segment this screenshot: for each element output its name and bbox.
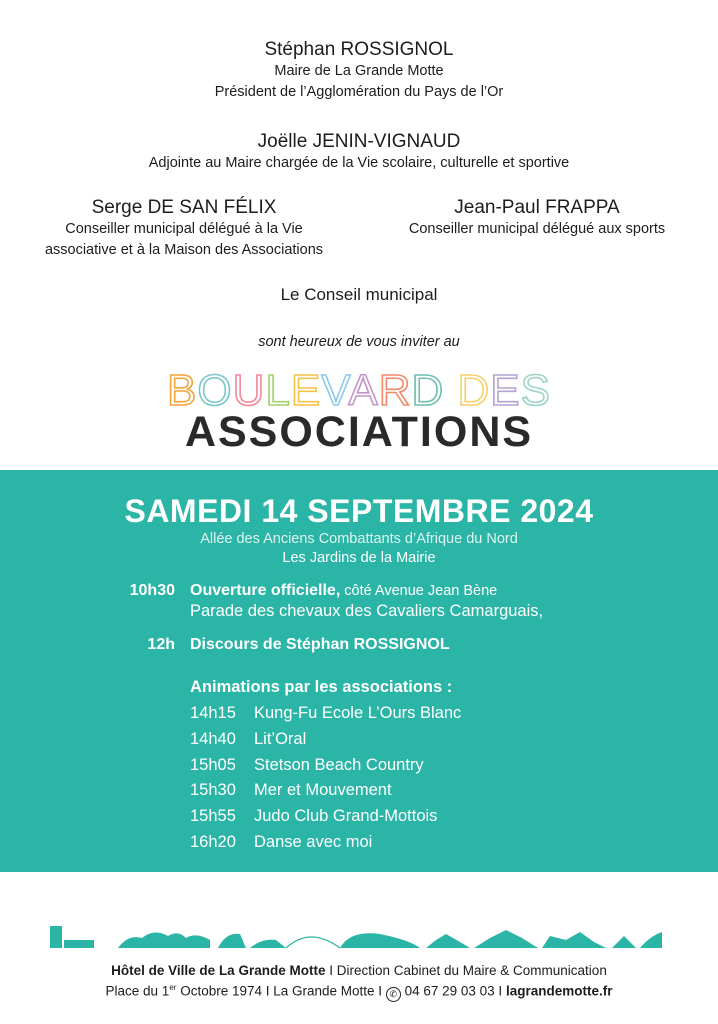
item-time: 15h05 — [190, 756, 236, 774]
event-logo — [0, 366, 718, 456]
logo-letter: A — [348, 366, 379, 415]
skyline-shape — [474, 930, 538, 948]
list-item — [190, 756, 424, 775]
mayor-name: Stéphan ROSSIGNOL — [264, 39, 454, 60]
logo-letter: E — [290, 366, 322, 415]
jp-name: Jean-Paul FRAPPA — [454, 197, 620, 218]
jp-role: Conseiller municipal délégué aux sports — [408, 221, 666, 237]
skyline-shape — [50, 926, 62, 948]
event-place-2: Les Jardins de la Mairie — [282, 550, 436, 566]
animations-title: Animations par les associations : — [190, 678, 453, 696]
event-band — [0, 470, 718, 872]
item-time: 14h40 — [190, 730, 236, 748]
phone-icon: ✆ — [386, 987, 401, 1002]
item-time: 14h15 — [190, 704, 236, 722]
item-label: Mer et Mouvement — [254, 781, 392, 799]
event-place-1: Allée des Anciens Combattants d’Afrique du Nord — [200, 531, 518, 547]
skyline-illustration — [50, 920, 666, 954]
skyline-shape — [542, 932, 606, 948]
item-label: Lit’Oral — [254, 730, 307, 748]
mayor-role-2: Président de l’Agglomération du Pays de l’Or — [214, 84, 504, 100]
logo-letter: B — [167, 366, 198, 415]
deputy-block — [0, 131, 718, 174]
desc-opening-rest: côté Avenue Jean Bène — [340, 583, 498, 599]
councillor-serge — [20, 197, 348, 261]
list-item — [190, 730, 306, 749]
skyline-shape — [218, 934, 246, 948]
footer-org: Hôtel de Ville de La Grande Motte — [111, 963, 326, 978]
item-time: 15h55 — [190, 807, 236, 825]
skyline-shape — [612, 936, 636, 948]
invite-text: sont heureux de vous inviter au — [258, 334, 460, 350]
logo-line-2: ASSOCIATIONS — [184, 408, 534, 456]
skyline-shape — [64, 940, 94, 948]
skyline-shape — [118, 932, 210, 948]
item-time: 16h20 — [190, 833, 236, 851]
desc-parade: Parade des chevaux des Cavaliers Camarguais, — [190, 602, 544, 620]
desc-opening-bold: Ouverture officielle, — [190, 582, 341, 599]
skyline-shape — [426, 934, 470, 948]
serge-role-2: associative et à la Maison des Associations — [44, 242, 324, 258]
logo-letter: S — [520, 366, 551, 415]
footer-address-sup: er — [169, 983, 177, 992]
event-date: SAMEDI 14 SEPTEMBRE 2024 — [124, 493, 594, 529]
list-item — [190, 704, 461, 723]
mayor-block — [0, 39, 718, 103]
list-item — [190, 807, 437, 826]
logo-letter: R — [378, 366, 412, 415]
logo-letter: E — [490, 366, 521, 415]
list-item — [190, 781, 392, 800]
desc-speech: Discours de Stéphan ROSSIGNOL — [190, 636, 450, 653]
item-time: 15h30 — [190, 781, 236, 799]
serge-name: Serge DE SAN FÉLIX — [91, 197, 277, 218]
item-label: Judo Club Grand-Mottois — [254, 807, 438, 825]
time-opening: 10h30 — [129, 582, 175, 599]
deputy-role: Adjointe au Maire chargée de la Vie scolaire, culturelle et sportive — [148, 155, 570, 171]
skyline-shape — [286, 937, 340, 948]
time-speech: 12h — [147, 636, 175, 653]
desc-opening — [190, 580, 497, 602]
councillor-jean-paul — [380, 197, 694, 240]
footer-address-a: Place du 1 — [105, 983, 170, 999]
footer-phone: 04 67 29 03 03 — [404, 983, 495, 999]
footer-line-2 — [0, 983, 718, 1002]
logo-letter: L — [265, 366, 291, 415]
logo-letter: D — [457, 366, 491, 415]
item-label: Stetson Beach Country — [254, 756, 424, 774]
logo-letter: U — [232, 366, 266, 415]
deputy-name: Joëlle JENIN-VIGNAUD — [257, 131, 461, 152]
footer-address-b: Octobre 1974 I La Grande Motte I — [176, 983, 386, 999]
mayor-role-1: Maire de La Grande Motte — [274, 63, 444, 79]
logo-letter: O — [197, 366, 233, 415]
footer-line-1 — [0, 963, 718, 978]
logo-letter: V — [321, 366, 349, 415]
footer-website[interactable]: lagrandemotte.fr — [505, 983, 613, 999]
skyline-shape — [640, 932, 662, 948]
list-item — [190, 833, 372, 852]
footer-dept: I Direction Cabinet du Maire & Communication — [325, 963, 607, 978]
skyline-shape — [340, 933, 420, 948]
item-label: Kung-Fu Ecole L’Ours Blanc — [254, 704, 462, 722]
item-label: Danse avec moi — [254, 833, 373, 851]
council-label: Le Conseil municipal — [280, 285, 438, 304]
skyline-shape — [250, 940, 286, 948]
footer-sep: I — [494, 983, 506, 999]
serge-role-1: Conseiller municipal délégué à la Vie — [65, 221, 303, 237]
logo-letter: D — [411, 366, 445, 415]
